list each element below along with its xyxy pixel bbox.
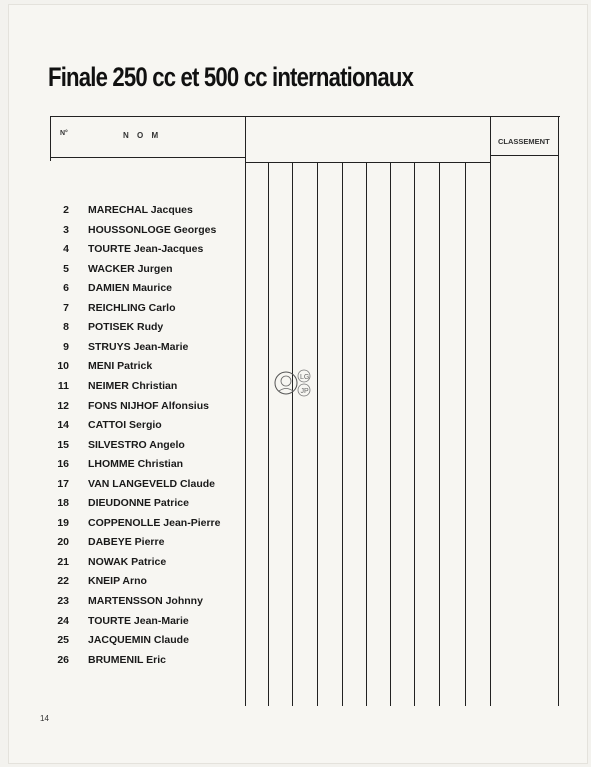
rider-number: 25 [57, 634, 69, 647]
grid-col-divider [268, 162, 269, 706]
rider-name: POTISEK Rudy [88, 321, 164, 334]
rider-name: KNEIP Arno [88, 575, 147, 588]
svg-text:JP: JP [300, 388, 309, 395]
rider-name: JACQUEMIN Claude [88, 634, 189, 647]
grid-right-border [558, 116, 559, 706]
rider-number: 4 [63, 243, 69, 256]
rider-number: 21 [57, 555, 69, 568]
collector-stamp-icon [272, 366, 316, 400]
rider-name: TOURTE Jean-Jacques [88, 243, 204, 256]
rider-number: 15 [57, 438, 69, 451]
rider-name: DABEYE Pierre [88, 536, 165, 549]
rider-name: NOWAK Patrice [88, 555, 167, 568]
rider-name: VAN LANGEVELD Claude [88, 477, 215, 490]
rider-name: MARTENSSON Johnny [88, 595, 203, 607]
grid-col-divider [465, 162, 466, 706]
header-name: N O M [123, 131, 162, 140]
rider-name: DAMIEN Maurice [88, 282, 173, 295]
rider-number: 22 [57, 575, 69, 588]
rider-number: 20 [57, 536, 69, 549]
grid-col-divider [390, 162, 391, 706]
rider-name: COPPENOLLE Jean-Pierre [88, 516, 221, 529]
rider-number: 12 [57, 399, 69, 412]
grid-col-divider [292, 162, 293, 706]
rider-name: NEIMER Christian [88, 379, 178, 392]
rider-number: 16 [57, 458, 69, 471]
rider-number: 2 [63, 204, 69, 216]
grid-col-divider [245, 116, 246, 706]
header-number: N° [60, 130, 68, 137]
rider-name: HOUSSONLOGE Georges [88, 223, 217, 236]
grid-ranking-underline [490, 155, 558, 156]
rider-number: 24 [57, 614, 69, 627]
rider-name: CATTOI Sergio [88, 419, 162, 432]
grid-left-border [50, 116, 51, 161]
rider-number: 6 [63, 282, 69, 295]
rider-number: 18 [57, 497, 69, 510]
rider-number: 23 [57, 595, 69, 607]
grid-col-divider [490, 116, 491, 706]
rider-number: 7 [63, 301, 69, 314]
svg-text:LG: LG [300, 374, 310, 381]
rider-name: WACKER Jurgen [88, 262, 173, 275]
grid-col-divider [317, 162, 318, 706]
rider-number: 19 [57, 516, 69, 529]
rider-name: DIEUDONNE Patrice [88, 497, 189, 510]
rider-number: 26 [57, 653, 69, 666]
rider-number: 8 [63, 321, 69, 334]
grid-col-divider [342, 162, 343, 706]
grid-col-divider [439, 162, 440, 706]
rider-name: REICHLING Carlo [88, 301, 176, 314]
page-number: 14 [40, 714, 49, 723]
rider-number: 5 [63, 262, 69, 275]
grid-columns-underline [245, 162, 490, 163]
grid-header-underline [50, 157, 245, 158]
rider-name: LHOMME Christian [88, 458, 184, 471]
rider-name: BRUMENIL Eric [88, 653, 166, 666]
rider-name: MARECHAL Jacques [88, 204, 193, 216]
rider-number: 17 [57, 477, 69, 490]
header-ranking: CLASSEMENT [498, 137, 550, 146]
grid-col-divider [414, 162, 415, 706]
rider-number: 14 [57, 419, 69, 432]
rider-number: 11 [57, 379, 69, 392]
rider-name: STRUYS Jean-Marie [88, 340, 189, 353]
rider-name: MENI Patrick [88, 360, 153, 373]
rider-name: TOURTE Jean-Marie [88, 614, 189, 627]
grid-top-line [50, 116, 560, 117]
rider-number: 9 [63, 340, 69, 353]
grid-col-divider [366, 162, 367, 706]
rider-name: FONS NIJHOF Alfonsius [88, 399, 209, 412]
rider-number: 10 [57, 360, 69, 373]
rider-name: SILVESTRO Angelo [88, 438, 185, 451]
page-title: Finale 250 cc et 500 cc internationaux [48, 62, 414, 92]
rider-number: 3 [63, 223, 69, 236]
